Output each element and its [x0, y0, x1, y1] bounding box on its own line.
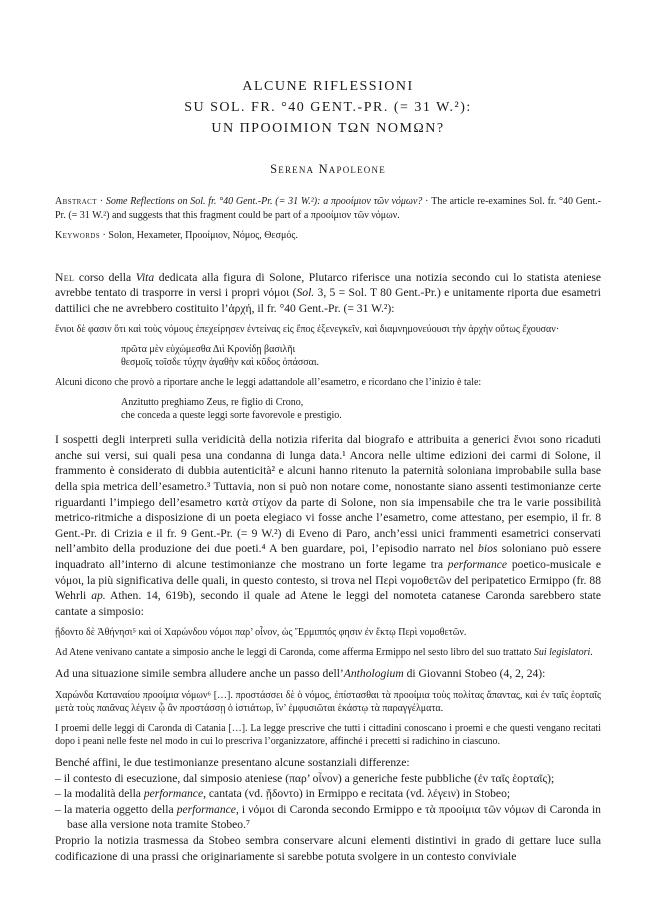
abstract-text: · The article re-examines Sol. fr. °40 Gent.-Pr. (= 31 W.²) and suggests that this fragment could be part of a προοίμιον τῶν νόμων.	[55, 196, 601, 221]
p1-vita: Vita	[135, 270, 155, 284]
p3-text-a: Ad una situazione simile sembra alludere anche un passo dell’	[55, 667, 344, 681]
p2-ap: ap.	[91, 589, 106, 603]
p3-text-b: di Giovanni Stobeo (4, 2, 24):	[403, 667, 546, 681]
greek-verses	[55, 343, 601, 369]
d2-text-b: , cantata (vd. ᾔδοντο) in Ermippo e recitata (vd. λέγειν) in Stobeo;	[203, 787, 511, 801]
author-name: Serena Napoleone	[270, 162, 386, 176]
d3-performance: performance	[176, 802, 236, 816]
p2-bios: bios	[478, 542, 498, 556]
paragraph-4: Benché affini, le due testimonianze presentano alcune sostanziali differenze:	[55, 756, 410, 769]
p2-text-b: soloniano può essere inquadrato all’interno di alcune testimonianze che mostrano un forte legame tra	[55, 542, 601, 572]
list-item: – il contesto di esecuzione, dal simposio ateniese (παρ’ οἶνον) a generiche feste pubbliche (ἐν ταῖς ἑορταῖς);	[55, 771, 555, 785]
p2-performance: performance	[447, 558, 508, 572]
list-item	[55, 802, 601, 833]
keywords-label: Keywords	[55, 230, 101, 241]
p1-text-b: dedicata alla figura di Solone, Plutarco riferisce una notizia secondo cui lo statista ateniese avrebbe tentato di trasporre in versi i propri νόμοι (	[55, 270, 602, 300]
p2-text-d: Athen. 14, 619b), secondo il quale ad Atene le leggi del nomoteta catanese Caronda sarebbero state cantate a simposio:	[55, 589, 601, 618]
lead-word: Nel	[55, 270, 75, 284]
list-item	[55, 786, 601, 802]
translation-2	[55, 646, 601, 659]
trans2-text-a: Ad Atene venivano cantate a simposio anche le leggi di Caronda, come afferma Ermippo nel sesto libro del suo trattato	[55, 647, 534, 659]
d3-text-b: , i νόμοι di Caronda secondo Ermippo e τὰ προοίμια τῶν νόμων di Caronda in base alla versione nota tramite Stobeo.⁷	[67, 802, 601, 832]
p1-text-a: corso della	[74, 270, 136, 284]
p2-text-a: I sospetti degli interpreti sulla veridicità della notizia riferita dal biografo e attribuita a generici ἔνιοι sono ricaduti anche sui versi, sui quali pesa una condanna di lunga data.¹ Ancora nelle ultime edizioni dei carmi di Solone, il frammento è considerato di dubbia autenticità² e alcuni hanno ritenuto la paternità soloniana improbabile sulla base della spia metrica dell’esametro.³ Tuttavia, non si può non notare come, nonostante siano assenti testimonianze certe riguardanti l’impiego dell’esametro κατὰ στίχον da parte di Solone, non sia impensabile che tra le varie possibilità metrico-ritmiche a disposizione di un poeta elegiaco vi fosse anche l’esametro, come attestano, per esempio, il fr. 8 Gent.-Pr. di Crizia e il fr. 9 Gent.-Pr. (= 9 W.²) di Eveno di Paro, anch’essi unici frammenti esametrici conservati nell’ambito della produzione dei due poeti.⁴ A ben guardare, poi, l’episodio narrato nel	[55, 433, 601, 556]
p3-anthologium: Anthologium	[343, 667, 404, 681]
differences-list	[55, 771, 601, 833]
italian-verse-line: che conceda a queste leggi sorte favorevole e prestigio.	[121, 410, 342, 422]
italian-verses	[55, 396, 601, 422]
title-line-1: ALCUNE RIFLESSIONI	[242, 79, 414, 94]
paragraph-3	[55, 666, 601, 682]
italian-verse-line: Anzitutto preghiamo Zeus, re figlio di Crono,	[121, 397, 304, 409]
abstract-label: Abstract	[55, 196, 97, 207]
paragraph-5: Proprio la notizia trasmessa da Stobeo sembra conservare alcuni elementi distintivi in grado di gettare luce sulla codificazione di una prassi che originariamente si sarebbe potuta svolgere in un contesto conviviale	[55, 833, 601, 863]
page	[55, 76, 601, 864]
paragraph-1	[55, 270, 601, 317]
trans2-title: Sui legislatori	[533, 647, 591, 659]
translation-3: I proemi delle leggi di Caronda di Catania […]. La legge prescrive che tutti i cittadini conoscano i proemi e che questi vengano recitati dopo i peani nelle feste nel modo in cui lo prescriva l’organizzatore, affinché i precetti si radichino in ciascuno.	[55, 723, 601, 747]
abstract	[55, 195, 601, 222]
p1-sol: Sol.	[296, 286, 315, 300]
paragraph-2	[55, 432, 601, 619]
greek-verse-line: πρῶτα μὲν εὐχώμεσθα Διὶ Κρονίδῃ βασιλῆι	[121, 344, 296, 356]
d2-performance: performance	[143, 787, 204, 801]
keywords-text: · Solon, Hexameter, Προοίμιον, Νόμος, Θεσμός.	[100, 230, 298, 241]
d2-text-a: – la modalità della	[55, 787, 144, 801]
article-title	[55, 76, 601, 139]
p1-text-c: 3, 5 = Sol. T 80 Gent.-Pr.) e unitamente riporta due esametri dattilici che ne avrebbero costituito l’ἀρχή, il fr. °40 Gent.-Pr. (= 31 W.²):	[55, 286, 601, 315]
title-line-3: UN ΠΡΟΟΙΜΙΟΝ ΤΩΝ ΝΟΜΩΝ?	[211, 121, 445, 136]
greek-quote-2: ᾔδοντο δὲ Ἀθήνησι⁵ καὶ οἱ Χαρώνδου νόμοι παρ’ οἶνον, ὡς Ἕρμιππός φησιν ἐν ἕκτῳ Περὶ νομοθετῶν.	[55, 627, 467, 639]
greek-verse-line: θεσμοῖς τοῖσδε τύχην ἀγαθὴν καὶ κῦδος ὀπάσσαι.	[121, 357, 320, 369]
trans2-text-b: .	[590, 647, 593, 659]
abstract-english-title: Some Reflections on Sol. fr. °40 Gent.-Pr. (= 31 W.²): a προοίμιον τῶν νόμων?	[105, 196, 423, 207]
greek-quote-1: ἔνιοι δὲ φασιν ὅτι καὶ τοὺς νόμους ἐπεχείρησεν ἐντείνας εἰς ἔπος ἐξενεγκεῖν, καὶ διαμνημονεύουσι τὴν ἀρχὴν οὕτως ἔχουσαν·	[55, 324, 560, 336]
translation-1: Alcuni dicono che provò a riportare anche le leggi adattandole all’esametro, e ricordano che l’inizio è tale:	[55, 377, 482, 389]
d3-text-a: – la materia oggetto della	[55, 802, 177, 816]
keywords	[55, 229, 601, 243]
greek-quote-3: Χαρώνδα Καταναίου προοίμια νόμων⁶ […]. προστάσσει δὲ ὁ νόμος, ἐπίστασθαι τὰ προοίμια τοὺς πολίτας ἅπαντας, καὶ ἐν ταῖς ἑορταῖς μετὰ τοὺς παιᾶνας λέγειν ᾧ ἂν προστάσσῃ ὁ ἱστιάτωρ, ἵν’ ἐμφυσιῶται ἑκάστῳ τὰ παραγγέλματα.	[55, 690, 601, 714]
title-line-2: SU SOL. FR. °40 GENT.-PR. (= 31 W.²):	[184, 100, 472, 115]
abstract-sep: ·	[96, 196, 106, 207]
p2-text-c: poetico-musicale e νόμοι, la più significativa delle quali, in questo contesto, si trova nel Περὶ νομοθετῶν del peripatetico Ermippo (fr. 88 Wehrli	[55, 558, 601, 603]
